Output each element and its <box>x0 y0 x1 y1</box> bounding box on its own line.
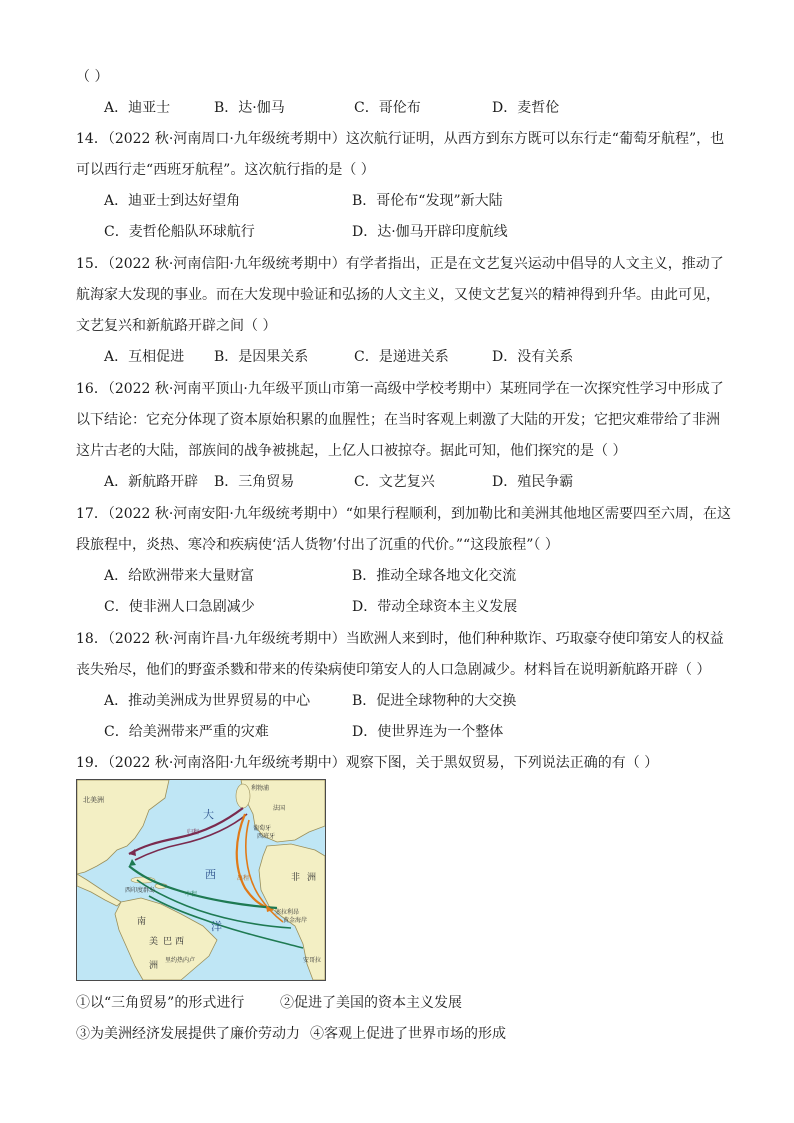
q18-option-b[interactable]: B．促进全球物种的大交换 <box>352 693 517 709</box>
map-britain <box>236 784 250 808</box>
label-portugal: 葡萄牙 <box>253 825 272 832</box>
label-fei: 非 <box>291 873 301 883</box>
q17-option-b[interactable]: B．推动全球各地文化交流 <box>352 568 517 584</box>
label-return-trip: 归程 <box>187 829 200 836</box>
label-spain: 西班牙 <box>257 833 276 840</box>
q14-option-d[interactable]: D．达·伽马开辟印度航线 <box>352 224 508 240</box>
q13-stem-tail: （ ） <box>76 69 109 85</box>
q19-statement-3: ③为美洲经济发展提供了廉价劳动力 <box>76 1026 300 1042</box>
q19-statement-2: ②促进了美国的资本主义发展 <box>280 995 462 1011</box>
q17-stem-line1: 17．（2022 秋·河南安阳·九年级统考期中）“如果行程顺利，到加勒比和美洲其他地区需要四至六周，在这 <box>76 506 731 522</box>
q13-option-a[interactable]: A．迪亚士 <box>104 100 171 116</box>
q15-option-b[interactable]: B．是因果关系 <box>214 349 309 365</box>
q15-stem-line2: 航海家大发现的事业。而在大发现中验证和弘扬的人文主义，又使文艺复兴的精神得到升华。由此可见， <box>76 287 720 303</box>
label-outward: 出程 <box>237 875 250 882</box>
q17-option-d[interactable]: D．带动全球资本主义发展 <box>352 599 518 615</box>
label-north-america: 北美洲 <box>83 796 104 804</box>
q15-option-c[interactable]: C．是递进关系 <box>354 349 449 365</box>
q15-option-a[interactable]: A．互相促进 <box>104 349 185 365</box>
q17-option-c[interactable]: C．使非洲人口急剧减少 <box>104 599 255 615</box>
q17-option-a[interactable]: A．给欧洲带来大量财富 <box>104 568 255 584</box>
q15-stem-line3: 文艺复兴和新航路开辟之间（ ） <box>76 318 277 334</box>
label-guinea: 塞拉利昂 <box>275 909 300 916</box>
q16-stem-line1: 16．（2022 秋·河南平顶山·九年级平顶山市第一高级中学校考期中）某班同学在一次探究性学习中形成了 <box>76 381 724 397</box>
label-caribbean: 西印度群岛 <box>125 887 156 894</box>
q14-stem-line1: 14．（2022 秋·河南周口·九年级统考期中）这次航行证明，从西方到东方既可以东行走“葡萄牙航程”，也 <box>76 131 725 147</box>
label-angola: 安哥拉 <box>303 957 322 964</box>
label-mei: 美 <box>149 937 159 947</box>
q16-stem-line2: 以下结论：它充分体现了资本原始积累的血腥性；在当时客观上刺激了大陆的开发；它把灾难带给了非洲 <box>76 412 720 428</box>
q17-stem-line2: 段旅程中，炎热、寒冷和疾病使‘活人货物’付出了沉重的代价。”“这段旅程”（ ） <box>76 537 559 553</box>
label-england: 利物浦 <box>251 785 270 792</box>
q18-stem-line2: 丧失殆尽，他们的野蛮杀戮和带来的传染病使印第安人的人口急剧减少。材料旨在说明新航路开辟（ ） <box>76 662 711 678</box>
q16-option-b[interactable]: B．三角贸易 <box>214 474 295 490</box>
q18-stem-line1: 18．（2022 秋·河南许昌·九年级统考期中）当欧洲人来到时，他们种种欺诈、巧取豪夺使印第安人的权益 <box>76 631 724 647</box>
q14-option-c[interactable]: C．麦哲伦船队环球航行 <box>104 224 255 240</box>
label-fei-zhou: 洲 <box>307 873 317 883</box>
q13-option-d[interactable]: D．麦哲伦 <box>492 100 560 116</box>
label-zhou: 洲 <box>149 961 159 971</box>
q16-option-a[interactable]: A．新航路开辟 <box>104 474 199 490</box>
q18-option-d[interactable]: D．使世界连为一个整体 <box>352 724 504 740</box>
q18-option-a[interactable]: A．推动美洲成为世界贸易的中心 <box>104 693 311 709</box>
q19-stem-line1: 19．（2022 秋·河南洛阳·九年级统考期中）观察下图，关于黑奴贸易，下列说法正确的有（ ） <box>76 755 659 771</box>
label-yang: 洋 <box>211 920 222 933</box>
q13-option-b[interactable]: B．达·伽马 <box>214 100 285 116</box>
q14-option-a[interactable]: A．迪亚士到达好望角 <box>104 193 241 209</box>
q13-option-c[interactable]: C．哥伦布 <box>354 100 421 116</box>
label-middle: 中程 <box>185 891 198 898</box>
q16-option-c[interactable]: C．文艺复兴 <box>354 474 435 490</box>
label-xi2: 西 <box>175 937 185 947</box>
q19-statement-4: ④客观上促进了世界市场的形成 <box>310 1026 506 1042</box>
label-ba: 巴 <box>163 937 173 947</box>
label-rio: 里约热内卢 <box>165 957 196 964</box>
label-france: 法国 <box>273 805 286 812</box>
triangle-trade-map-svg <box>77 780 325 980</box>
q14-stem-line2: 可以西行走“西班牙航程”。这次航行指的是（ ） <box>76 162 375 178</box>
label-south: 南 <box>137 917 147 927</box>
label-gold-coast: 黄金海岸 <box>283 917 308 924</box>
q14-option-b[interactable]: B．哥伦布“发现”新大陆 <box>352 193 503 209</box>
triangle-trade-map <box>76 779 326 981</box>
q15-stem-line1: 15．（2022 秋·河南信阳·九年级统考期中）有学者指出，正是在文艺复兴运动中倡导的人文主义，推动了 <box>76 256 724 272</box>
q15-option-d[interactable]: D．没有关系 <box>492 349 574 365</box>
q18-option-c[interactable]: C．给美洲带来严重的灾难 <box>104 724 269 740</box>
label-da: 大 <box>203 808 214 821</box>
q19-statement-1: ①以“三角贸易”的形式进行 <box>76 995 245 1011</box>
q16-option-d[interactable]: D．殖民争霸 <box>492 474 574 490</box>
q16-stem-line3: 这片古老的大陆，部族间的战争被挑起，上亿人口被掠夺。据此可知，他们探究的是（ ） <box>76 443 627 459</box>
label-xi: 西 <box>205 868 216 881</box>
